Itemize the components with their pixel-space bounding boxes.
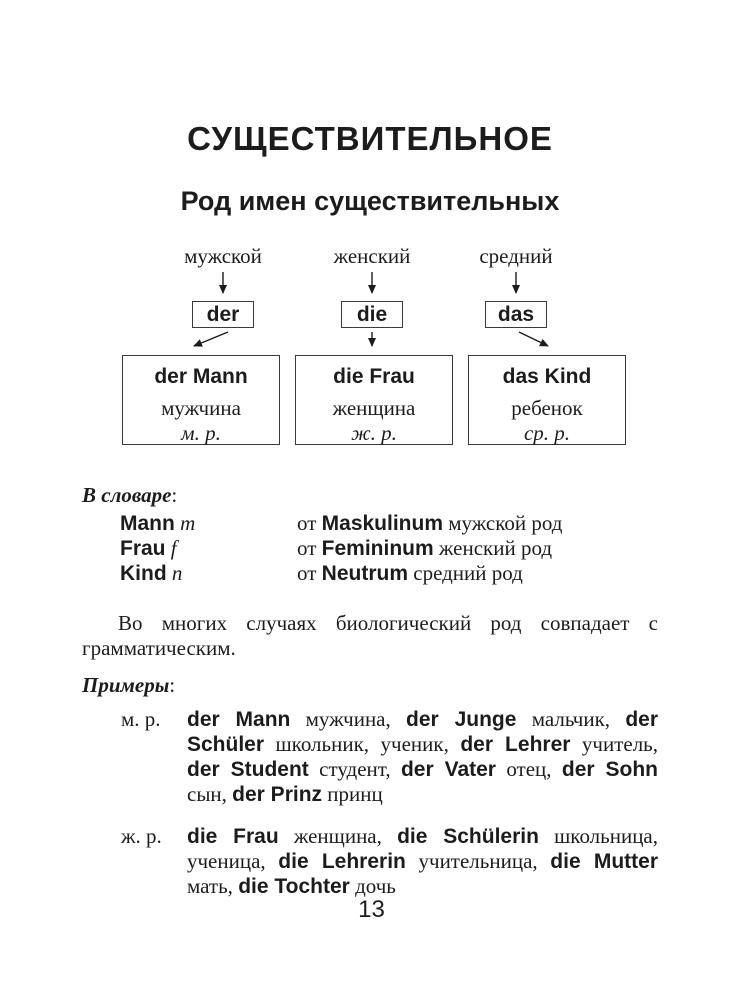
gender-letter: m [180, 511, 196, 535]
example-phrase: der Mann [154, 365, 248, 388]
example-translation: мужчина [161, 396, 241, 420]
dictionary-entry [82, 561, 658, 586]
arrow-das-to-example [519, 332, 548, 346]
dictionary-entry [82, 511, 658, 536]
dictionary-heading [82, 484, 658, 506]
dictionary-word: Mann m [120, 511, 196, 535]
dictionary-word: Frau f [120, 536, 177, 560]
example-phrase: das Kind [502, 365, 592, 388]
example-group-text: die Frau женщина, die Schülerin школьница, ученица, die Lehrerin учительница, die Mutter мать, die Tochter дочь [187, 824, 659, 898]
intro-paragraph: Во многих случаях биологический род совпадает с грамматическим. [82, 611, 658, 660]
example-group-text: der Mann мужчина, der Junge мальчик, der Schüler школьник, ученик, der Lehrer учитель, der Student студент, der Vater отец, der Sohn сын, der Prinz принц [187, 707, 659, 806]
example-group-label: ж. р. [121, 824, 162, 848]
dictionary-word: Kind n [120, 561, 183, 585]
example-translation: женщина [332, 396, 416, 420]
page-title: СУЩЕСТВИТЕЛЬНОЕ [187, 120, 553, 157]
example-box-feminine [295, 355, 453, 445]
dictionary-definition: от Maskulinum мужской род [297, 511, 563, 535]
examples-heading-text: Примеры [82, 673, 170, 697]
article-box-der: der [192, 301, 254, 328]
dictionary-definition: от Femininum женский род [297, 536, 553, 560]
example-group-label: м. р. [121, 707, 161, 731]
gender-label-feminine: женский [333, 244, 411, 268]
gender-label-neuter: средний [479, 244, 553, 268]
dictionary-definition: от Neutrum средний род [297, 561, 523, 585]
article-box-das: das [485, 301, 547, 328]
example-box-masculine [122, 355, 280, 445]
examples-heading-colon: : [169, 673, 176, 697]
gender-abbreviation: ж. р. [351, 421, 397, 445]
examples-heading [82, 674, 658, 696]
dictionary-heading-text: В словаре [82, 483, 172, 507]
gender-letter: n [171, 561, 183, 585]
example-phrase: die Frau [333, 365, 415, 388]
dictionary-entries [82, 511, 658, 586]
dictionary-entry [82, 536, 658, 561]
example-group-feminine [82, 824, 658, 899]
page-number: 13 [358, 896, 385, 923]
gender-label-masculine: мужской [184, 244, 262, 268]
gender-diagram [82, 245, 660, 451]
dictionary-heading-colon: : [171, 483, 178, 507]
example-translation: ребенок [511, 396, 583, 420]
section-title: Род имен существительных [180, 186, 560, 216]
example-box-neuter [468, 355, 626, 445]
article-box-die: die [341, 301, 403, 328]
dictionary-section [82, 484, 658, 586]
gender-abbreviation: ср. р. [523, 421, 571, 445]
gender-abbreviation: м. р. [181, 421, 221, 445]
gender-letter: f [170, 536, 177, 560]
arrow-der-to-example [194, 332, 228, 346]
example-group-masculine [82, 707, 658, 807]
